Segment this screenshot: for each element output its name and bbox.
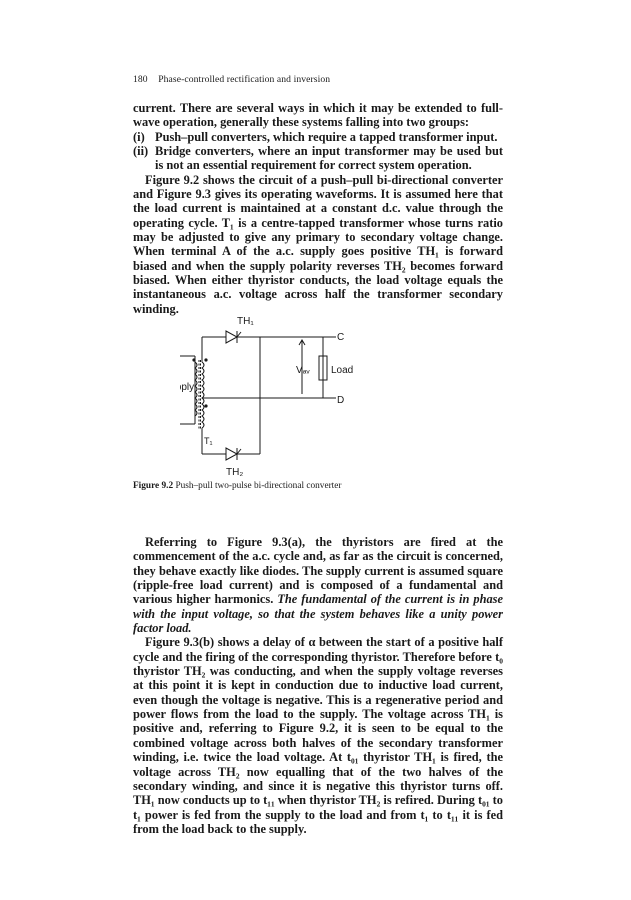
paragraph-2: Figure 9.2 shows the circuit of a push–pull bi-directional converter and Figure 9.3 gives its operating waveforms. It is assumed here that the load current is maintained at a constant d.c. value through the operating cycle. T₁ is a centre-tapped transformer whose turns ratio may be adjusted to give any primary to secondary voltage change. When terminal A of the a.c. supply goes positive TH₁ is forward biased and when the supply polarity reverses TH₂ becomes forward biased. When either thyristor conducts, the load voltage equals the instantaneous a.c. voltage across half the transformer secondary winding. bbox=[133, 172, 503, 316]
paragraph-4: Figure 9.3(b) shows a delay of α between the start of a positive half cycle and the firing of the corresponding thyristor. Therefore before t₀ thyristor TH₂ was conducting, and when the supply voltage reverses at this point it is kept in conduction due to inductive load current, even though the voltage is negative. This is a regenerative period and power flows from the load to the supply. The voltage across TH₁ is positive and, referring to Figure 9.2, it is seen to be equal to the combined voltage across both halves of the secondary transformer winding, i.e. twice the load voltage. At t₀₁ thyristor TH₁ is fired, the voltage across TH₂ now equalling that of the two halves of the secondary winding, and since it is negative this thyristor turns off. TH₁ now conducts up to t₁₁ when thyristor TH₂ is refired. During t₀₁ to t₁ power is fed from the supply to the load and from t₁ to t₁₁ it is fed from the load back to the supply. bbox=[133, 635, 503, 836]
text-block-top bbox=[133, 101, 503, 316]
paragraph-3-text: Referring to Figure 9.3(a), the thyristors are fired at the commencement of the a.c. cycle and, as far as the circuit is concerned, they behave exactly like diodes. The supply current is assumed square (ripple-free load current) and is composed of a fundamental and various higher harmonics. bbox=[133, 535, 503, 607]
running-header bbox=[133, 74, 330, 85]
circuit-figure bbox=[180, 312, 440, 480]
paragraph-3 bbox=[133, 535, 503, 635]
terminal-d-label: D bbox=[337, 395, 345, 406]
circuit-diagram bbox=[180, 312, 440, 480]
running-title: Phase-controlled rectification and inversion bbox=[158, 74, 331, 85]
vav-label: Vₐᵥ bbox=[296, 365, 310, 376]
th1-label: TH₁ bbox=[237, 316, 254, 327]
paragraph-3-italic: The fundamental of the current is in phase with the input voltage, so that the system behaves like a unity power factor load. bbox=[133, 592, 503, 636]
supply-label: ply bbox=[181, 382, 195, 393]
list-text: Bridge converters, where an input transformer may be used but is not an essential requirement for correct system operation. bbox=[155, 144, 503, 173]
page-number: 180 bbox=[133, 74, 148, 85]
list-item-1 bbox=[133, 130, 503, 144]
transformer-t1-label: T₁ bbox=[204, 436, 213, 446]
th2-label: TH₂ bbox=[226, 467, 244, 478]
list-text: Push–pull converters, which require a tapped transformer input. bbox=[155, 129, 498, 144]
caption-text: Push–pull two-pulse bi-directional converter bbox=[175, 481, 342, 491]
terminal-c-label: C bbox=[337, 332, 345, 343]
paragraph-1: current. There are several ways in which it may be extended to full-wave operation, generally these systems falling into two groups: bbox=[133, 101, 503, 130]
load-label: Load bbox=[331, 365, 354, 376]
transformer-icon bbox=[193, 356, 207, 430]
list-number: (i) bbox=[133, 129, 145, 144]
figure-caption bbox=[133, 481, 341, 491]
text-block-bottom bbox=[133, 535, 503, 836]
list-number: (ii) bbox=[133, 144, 149, 159]
caption-label: Figure 9.2 bbox=[133, 481, 174, 491]
list-item-2 bbox=[133, 144, 503, 173]
